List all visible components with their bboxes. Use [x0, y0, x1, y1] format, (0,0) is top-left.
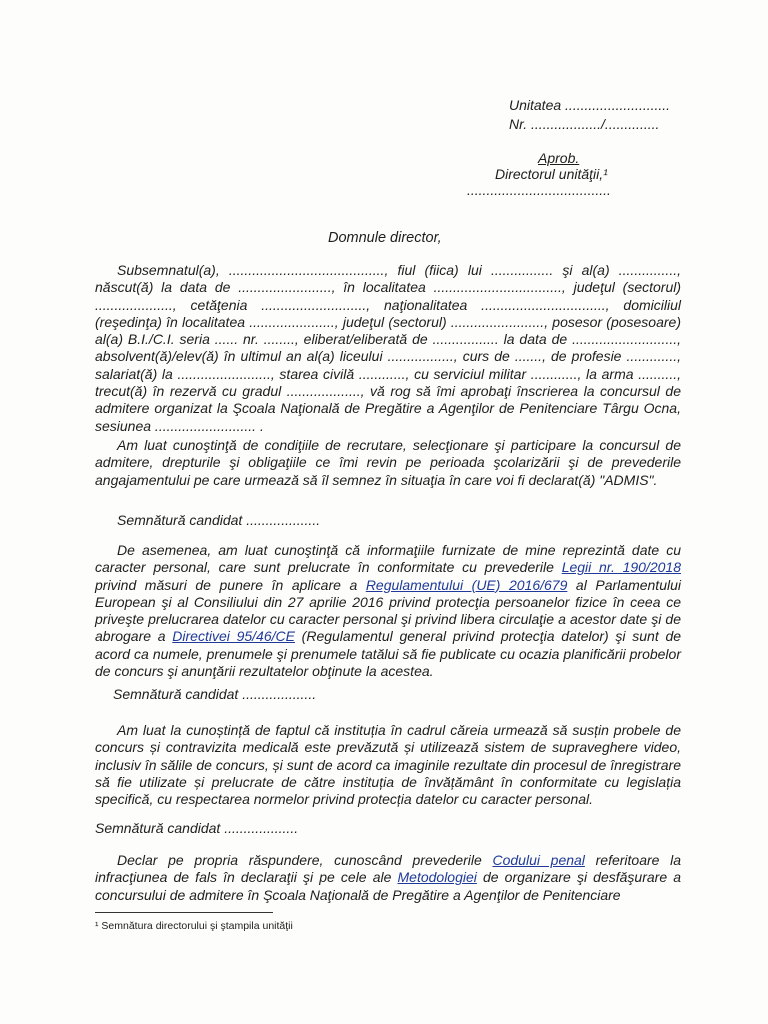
paragraph-gdpr — [95, 542, 681, 680]
aprob-label: Aprob. — [538, 150, 580, 166]
signature-candidate-3: Semnătură candidat ................... — [95, 820, 299, 836]
signature-candidate-1: Semnătură candidat ................... — [117, 512, 321, 528]
director-label: Directorul unităţii,¹ — [495, 166, 608, 182]
declaration-text-1: Declar pe propria răspundere, cunoscând prevederile — [117, 852, 493, 868]
nr-line: Nr. ................../.............. — [509, 116, 660, 132]
gdpr-text-3: al Parlamentului European şi al Consiliului din 27 aprilie 2016 privind protecţia persoanelor fizice în ceea ce priveşte prelucrarea datelor cu caracter personal şi privind libera circulaţie a acestor date şi de abrogare a — [95, 576, 681, 645]
link-metodologiei[interactable]: Metodologiei — [397, 869, 477, 886]
signature-candidate-2: Semnătură candidat ................... — [113, 686, 317, 702]
paragraph-declaration — [95, 852, 681, 904]
paragraph-conditions — [95, 437, 681, 489]
paragraph-gdpr-text — [95, 542, 681, 680]
unitate-line: Unitatea ........................... — [509, 97, 671, 113]
paragraph-video-surveillance — [95, 722, 681, 808]
paragraph-personal-data — [95, 262, 681, 435]
link-regulament-ue-2016-679[interactable]: Regulamentului (UE) 2016/679 — [365, 576, 568, 593]
paragraph-conditions-text: Am luat cunoştinţă de condiţiile de recrutare, selecţionare şi participare la concursul de admitere, drepturile şi obligaţiile ce îmi revin pe perioada şcolarizării şi de prevederile angajamentului pe care urmează să îl semnez în situaţia în care voi fi declarat(ă) "ADMIS". — [95, 437, 681, 488]
link-codul-penal[interactable]: Codului penal — [492, 852, 585, 868]
director-signature-dots: ..................................... — [467, 182, 611, 198]
declaration-text-2: referitoare la infracţiunea de fals în declaraţii şi pe cele ale — [95, 852, 682, 886]
paragraph-personal-data-text: Subsemnatul(a), ........................................, fiul (fiica) lui ................ şi al(a) ..............., născut(ă) la data de ........................, în localitatea ................................., judeţul (sectorul) ...................., cetăţenia ..........................., naţionalitatea ................................, domiciliul (reşedinţa) în localitatea ......................, judeţul (sectorul) ........................, posesor (posesoare) al(a) B.I./C.I. seria ...... nr. ........, eliberat/eliberată de ................. la data de ..........................., absolvent(ă)/elev(ă) în ultimul an al(a) liceului ................., curs de ......., de profesie ............., salariat(ă) la ........................, starea civilă ............, cu serviciul militar ............, la arma .........., trecut(ă) în rezervă cu gradul ..................., vă rog să îmi aprobaţi înscrierea la concursul de admitere organizat la Şcoala Naţională de Pregătire a Agenţilor de Penitenciare Târgu Ocna, sesiunea .......................... . — [95, 262, 681, 434]
salutation: Domnule director, — [328, 230, 442, 246]
link-directiva-95-46-ce[interactable]: Directivei 95/46/CE — [172, 628, 295, 645]
footnote: ¹ Semnătura directorului şi ştampila unităţii — [95, 920, 293, 932]
gdpr-text-1: De asemenea, am luat cunoştinţă că informaţiile furnizate de mine reprezintă date cu caracter personal, care sunt prelucrate în conformitate cu prevederile — [95, 542, 681, 576]
declaration-text-3: de organizare şi desfăşurare a concursului de admitere în Şcoala Naţională de Pregătire a Agenţilor de Penitenciare — [95, 869, 682, 903]
gdpr-text-2: privind măsuri de punere în aplicare a — [95, 576, 366, 593]
link-legea-190-2018[interactable]: Legii nr. 190/2018 — [561, 559, 681, 576]
paragraph-declaration-text — [95, 852, 681, 904]
paragraph-video-surveillance-text: Am luat la cunoștință de faptul că instituția în cadrul căreia urmează să susțin probele de concurs și contravizita medicală este prevăzută și utilizează sistem de supraveghere video, inclusiv în sălile de concurs, și sunt de acord ca imaginile rezultate din procesul de înregistrare să fie utilizate și prelucrate de către instituția de învățământ în conformitate cu legislația specifică, cu respectarea normelor privind protecția datelor cu caracter personal. — [95, 722, 681, 808]
footnote-divider — [95, 912, 273, 913]
gdpr-text-4: (Regulamentul general privind protecţia datelor) şi sunt de acord ca numele, prenumele şi prenumele tatălui să fie publicate cu ocazia planificării probelor de concurs şi anunţării rezultatelor obţinute la acestea. — [95, 628, 682, 680]
